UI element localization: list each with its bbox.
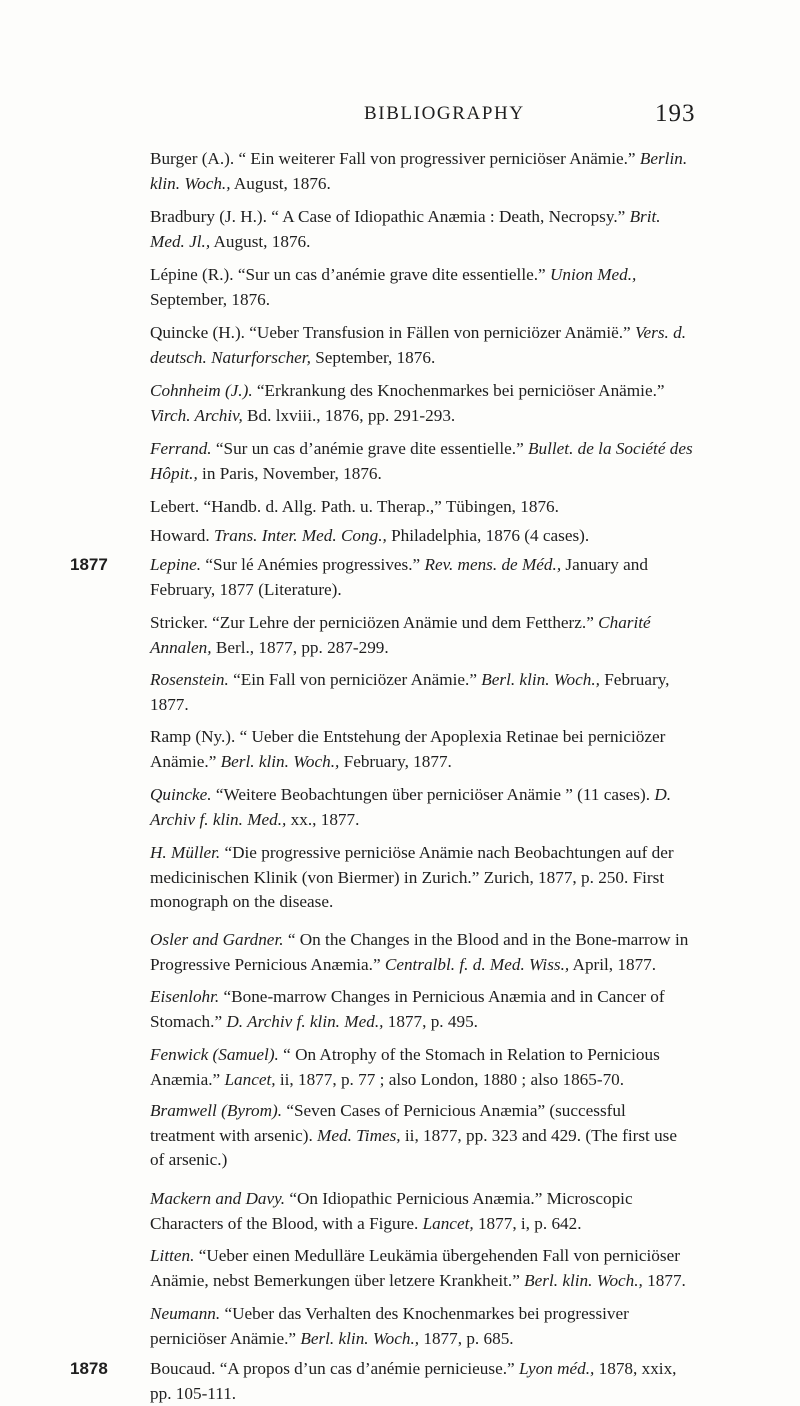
entry-details: 1877, i, p. 642. — [477, 1213, 582, 1233]
entry-author: Cohnheim (J.). — [150, 381, 253, 400]
entry-details: ii, 1877, pp. 323 and 429. (The first use of arsenic.) — [150, 1125, 677, 1170]
entry-details: 1877, p. 495. — [387, 1011, 478, 1031]
entry-title: “Ueber einen Medulläre Leukämia übergehenden Fall von perniciöser Anämie, nebst Bemerkungen über letzere Krankheit.” — [150, 1246, 680, 1290]
entry-title: “Ueber das Verhalten des Knochenmarkes bei progressiver perniciöser Anämie.” — [150, 1304, 629, 1348]
entry-details: February, 1877. — [150, 670, 670, 714]
running-title: BIBLIOGRAPHY — [364, 103, 525, 124]
entry-journal: Centralbl. f. d. Med. Wiss., — [384, 954, 570, 974]
entry-title: “A propos d’un cas d’anémie pernicieuse.” — [219, 1359, 515, 1378]
page-number: 193 — [655, 100, 696, 127]
entry-details: April, 1877. — [572, 954, 657, 974]
entry-title: “Handb. d. Allg. Path. u. Therap.,” — [203, 497, 442, 516]
entry-body — [150, 1246, 686, 1290]
entry-details: 1877, p. 685. — [423, 1328, 514, 1348]
entry-author: Litten. — [150, 1246, 195, 1265]
entry-body — [150, 1101, 677, 1169]
entry-body — [150, 613, 651, 657]
bibliography-entry — [0, 928, 694, 977]
entry-details: 1877. — [647, 1270, 686, 1290]
entry-author: Osler and Gardner. — [150, 930, 284, 949]
entry-journal: Berl. klin. Woch., — [220, 751, 340, 771]
entry-details: Berl., 1877, pp. 287-299. — [215, 637, 389, 657]
entry-journal: Lancet, — [224, 1069, 276, 1089]
entry-details: August, 1876. — [233, 173, 331, 193]
running-head — [0, 100, 800, 133]
entry-details: Tübingen, 1876. — [445, 497, 559, 516]
entry-title: “ Ein weiterer Fall von progressiver perniciöser Anämie.” — [238, 149, 636, 168]
entry-year: 1877 — [70, 555, 108, 574]
entry-journal: Bullet. de la Société des Hôpit., — [150, 439, 693, 483]
entry-journal: Berlin. klin. Woch., — [150, 149, 688, 193]
bibliography-entry — [0, 1357, 694, 1406]
bibliography-entry — [0, 437, 694, 486]
entry-title: “ Ueber die Entstehung der Apoplexia Retinae bei perniciözer Anämie.” — [150, 727, 666, 771]
entry-journal: Rev. mens. de Méd., — [424, 555, 562, 574]
entry-journal: Virch. Archiv, — [150, 405, 243, 425]
entry-body — [150, 323, 686, 367]
entry-author: Howard. — [150, 526, 210, 545]
entry-author: Bradbury (J. H.). — [150, 207, 267, 226]
entry-journal: Trans. Inter. Med. Cong., — [213, 526, 387, 545]
entry-details: Zurich, 1877, p. 250. First monograph on the disease. — [150, 867, 665, 912]
entry-journal: Berl. klin. Woch., — [524, 1270, 643, 1290]
entry-author: Lebert. — [150, 497, 200, 516]
entry-title: “Zur Lehre der perniciözen Anämie und dem Fettherz.” — [212, 613, 594, 632]
entry-details: ii, 1877, p. 77 ; also London, 1880 ; also 1865-70. — [279, 1069, 625, 1089]
entry-body — [150, 149, 687, 193]
entry-details: Bd. lxviii., 1876, pp. 291-293. — [247, 405, 456, 425]
entry-title: “Sur un cas d’anémie grave dite essentielle.” — [215, 439, 524, 458]
entry-body — [150, 785, 671, 829]
bibliography-entry — [0, 611, 694, 660]
entry-journal: Med. Times, — [317, 1125, 401, 1145]
entry-title: “ On the Changes in the Blood and in the Bone-marrow in Progressive Pernicious Anæmia.” — [150, 930, 689, 974]
bibliography-entry — [0, 147, 694, 196]
entry-journal: Brit. Med. Jl., — [150, 207, 661, 251]
entry-title: “Bone-marrow Changes in Pernicious Anæmia and in Cancer of Stomach.” — [150, 987, 665, 1031]
bibliography-entry — [0, 321, 694, 370]
entry-details: in Paris, November, 1876. — [202, 463, 382, 483]
entry-title: “Ein Fall von perniciözer Anämie.” — [233, 670, 477, 689]
bibliography-entry — [0, 985, 694, 1034]
entry-year: 1878 — [70, 1359, 108, 1378]
entry-journal: Berl. klin. Woch., — [481, 670, 600, 689]
entry-details: August, 1876. — [213, 231, 311, 251]
entry-body — [150, 1359, 676, 1403]
entry-author: Lépine (R.). — [150, 265, 234, 284]
bibliography-entry — [0, 1302, 694, 1351]
entry-body — [150, 670, 669, 714]
bibliography-entry — [0, 205, 694, 254]
entry-details: September, 1876. — [315, 347, 436, 367]
entry-journal: Lancet, — [422, 1213, 474, 1233]
entry-author: Ramp (Ny.). — [150, 727, 236, 746]
entry-body — [150, 1045, 660, 1089]
entry-title: “ On Atrophy of the Stomach in Relation to Pernicious Anæmia.” — [150, 1045, 660, 1089]
bibliography-entry — [0, 1244, 694, 1293]
entry-journal: Berl. klin. Woch., — [300, 1328, 420, 1348]
entry-journal: Lyon méd., — [518, 1359, 595, 1378]
entry-body — [150, 265, 636, 309]
bibliography-entry — [0, 553, 694, 602]
entry-body — [150, 381, 665, 425]
entry-author: Bramwell (Byrom). — [150, 1101, 283, 1120]
bibliography-entry — [0, 263, 694, 312]
entry-author: Boucaud. — [150, 1359, 216, 1378]
entry-author: H. Müller. — [150, 843, 221, 862]
entry-author: Neumann. — [150, 1304, 221, 1323]
bibliography-entry — [0, 668, 694, 717]
entry-details: xx., 1877. — [290, 809, 360, 829]
entry-body — [150, 1304, 629, 1348]
bibliography-entry — [0, 783, 694, 832]
entry-body — [150, 930, 688, 974]
entry-body — [150, 555, 648, 599]
entry-body — [150, 497, 559, 516]
entry-author: Rosenstein. — [150, 670, 229, 689]
entry-journal: Vers. d. deutsch. Naturforscher, — [150, 323, 687, 367]
entry-author: Burger (A.). — [150, 149, 235, 168]
entry-body — [150, 727, 665, 771]
entry-title: “Seven Cases of Pernicious Anæmia” (successful treatment with arsenic). — [150, 1101, 626, 1145]
entry-body — [150, 987, 665, 1031]
bibliography-entry — [0, 524, 694, 549]
entry-title: “On Idiopathic Pernicious Anæmia.” Microscopic Characters of the Blood, with a Figure. — [150, 1189, 633, 1233]
entry-author: Quincke. — [150, 785, 212, 804]
entry-title: “Erkrankung des Knochenmarkes bei perniciöser Anämie.” — [256, 381, 665, 400]
entry-details: September, 1876. — [150, 289, 271, 309]
entry-title: “Weitere Beobachtungen über perniciöser Anämie ” (11 cases). — [215, 785, 651, 804]
entry-author: Fenwick (Samuel). — [150, 1045, 279, 1064]
entry-title: “Die progressive perniciöse Anämie nach Beobachtungen auf der medicinischen Klinik (von Biermer) in Zurich.” — [150, 843, 674, 887]
entry-body — [150, 526, 589, 545]
entry-title: “Sur un cas d’anémie grave dite essentielle.” — [237, 265, 546, 284]
entry-journal: Charité Annalen, — [150, 613, 651, 657]
entry-author: Stricker. — [150, 613, 208, 632]
entry-body — [150, 1189, 633, 1233]
entry-author: Ferrand. — [150, 439, 212, 458]
entry-journal: Union Med., — [549, 265, 637, 284]
entry-author: Lepine. — [150, 555, 202, 574]
entry-details: January and February, 1877 (Literature). — [150, 555, 648, 599]
bibliography-entry — [0, 1099, 694, 1173]
bibliography-entry — [0, 841, 694, 915]
entry-author: Mackern and Davy. — [150, 1189, 286, 1208]
bibliography-entry — [0, 1043, 694, 1092]
entry-journal: D. Archiv f. klin. Med., — [226, 1011, 384, 1031]
bibliography-entry — [0, 495, 694, 520]
entry-details: Philadelphia, 1876 (4 cases). — [391, 526, 590, 545]
entry-details: 1878, xxix, pp. 105-111. — [150, 1359, 677, 1403]
entry-body — [150, 843, 674, 911]
entry-author: Quincke (H.). — [150, 323, 245, 342]
entry-details: February, 1877. — [343, 751, 452, 771]
entry-author: Eisenlohr. — [150, 987, 220, 1006]
entry-title: “Sur lé Anémies progressives.” — [205, 555, 421, 574]
entry-body — [150, 207, 661, 251]
entry-title: “Ueber Transfusion in Fällen von perniciözer Anämië.” — [249, 323, 631, 342]
bibliography-entry — [0, 725, 694, 774]
bibliography-entry — [0, 379, 694, 428]
entry-journal: D. Archiv f. klin. Med., — [150, 785, 672, 829]
entry-body — [150, 439, 693, 483]
bibliography-entry — [0, 1187, 694, 1236]
entry-title: “ A Case of Idiopathic Anæmia : Death, Necropsy.” — [271, 207, 626, 226]
